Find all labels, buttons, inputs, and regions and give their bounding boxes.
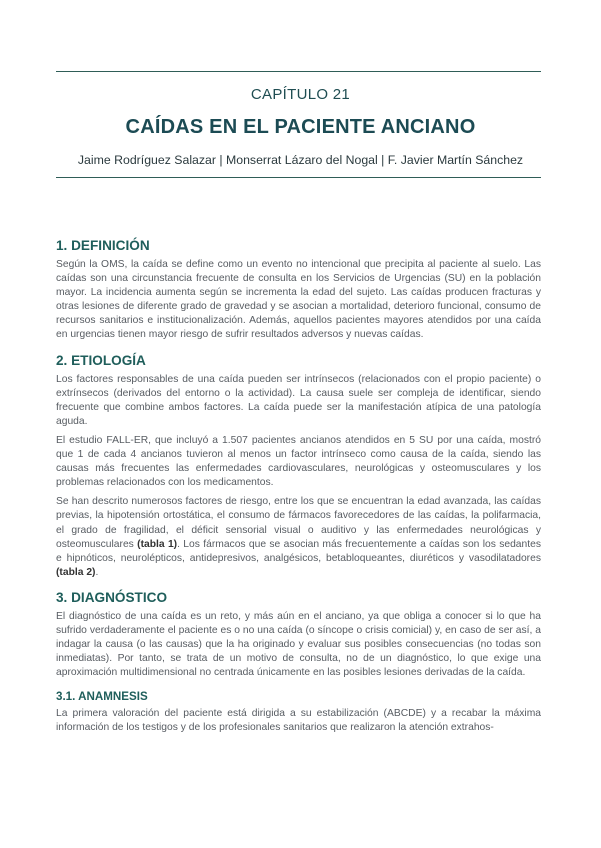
section-heading: 3. DIAGNÓSTICO (56, 589, 168, 605)
section-definicion (56, 238, 541, 343)
chapter-title: CAÍDAS EN EL PACIENTE ANCIANO (125, 116, 476, 138)
paragraph: La primera valoración del paciente está dirigida a su estabilización (ABCDE) y a recabar la máxima información de los testigos y de los profesionales sanitarios que realizaron la atención extrahos- (56, 708, 541, 734)
chapter-number: CAPÍTULO 21 (250, 86, 351, 103)
text-run: . (95, 566, 99, 578)
section-heading: 2. ETIOLOGÍA (56, 352, 146, 368)
table-reference-link[interactable]: (tabla 2) (56, 566, 96, 578)
section-diagnostico (56, 590, 541, 680)
subsection-anamnesis (56, 690, 541, 735)
paragraph: Según la OMS, la caída se define como un evento no intencional que precipita al paciente al suelo. Las caídas son una circunstancia frecuente de consulta en los Servicios de Urgencias (SU) en la población mayor. La incidencia aumenta según se incrementa la edad del sujeto. Las caídas producen fracturas y otras lesiones de diferente grado de gravedad y se asocian a mortalidad, deterioro funcional, consumo de recursos sanitarios e institucionalización. Además, aquellos pacientes mayores atendidos por una caída en urgencias tienen mayor riesgo de sufrir resultados adversos y nuevas caídas. (56, 259, 541, 341)
bottom-rule (56, 177, 541, 178)
authors-line: Jaime Rodríguez Salazar | Monserrat Lázaro del Nogal | F. Javier Martín Sánchez (77, 153, 524, 167)
top-rule (56, 71, 541, 72)
subsection-heading: 3.1. ANAMNESIS (56, 690, 148, 704)
text-run: . Los fármacos que se asocian más frecuentemente a caídas son los sedantes e hipnóticos, neurolépticos, antidepresivos, analgésicos, betabloqueantes, diuréticos y vasodilatadores (56, 538, 542, 564)
section-etiologia (56, 353, 541, 580)
text-run: Se han descrito numerosos factores de riesgo, entre los que se encuentran la edad avanzada, las caídas previas, la hipotensión ortostática, el consumo de fármacos favorecedores de las caídas, la polifarmacia, el grado de fragilidad, el déficit sensorial visual o auditivo y las enfermedades neurológicas y osteomusculares (56, 496, 541, 550)
table-reference-link[interactable]: (tabla 1) (137, 538, 178, 550)
section-heading: 1. DEFINICIÓN (56, 238, 150, 253)
body-content (56, 238, 541, 741)
paragraph: Los factores responsables de una caída pueden ser intrínsecos (relacionados con el propio paciente) o extrínsecos (derivados del entorno o la actividad). La causa suele ser compleja de identificar, siendo frecuente que combine ambos factores. La caída puede ser la manifestación atípica de una patología aguda. (56, 373, 541, 427)
paragraph: El diagnóstico de una caída es un reto, y más aún en el anciano, ya que obliga a conocer si lo que ha sufrido verdaderamente el paciente es o no una caída (o síncope o crisis comicial) y, en caso de ser así, a indagar la causa (o las causas) que la ha originado y evaluar sus posibles consecuencias (no todas son inmediatas). Por tanto, se trata de un motivo de consulta, no de un diagnóstico, lo que exige una aproximación multidimensional no centrada únicamente en las posibles lesiones derivadas de la caída. (56, 610, 541, 679)
paragraph: El estudio FALL-ER, que incluyó a 1.507 pacientes ancianos atendidos en 5 SU por una caída, mostró que 1 de cada 4 ancianos tuvieron al menos un factor intrínseco como causa de la caída, siendo las causas más frecuentes las enfermedades cardiovasculares, neurológicas y osteomusculares y los problemas relacionados con los medicamentos. (56, 434, 541, 489)
paragraph (56, 495, 541, 580)
